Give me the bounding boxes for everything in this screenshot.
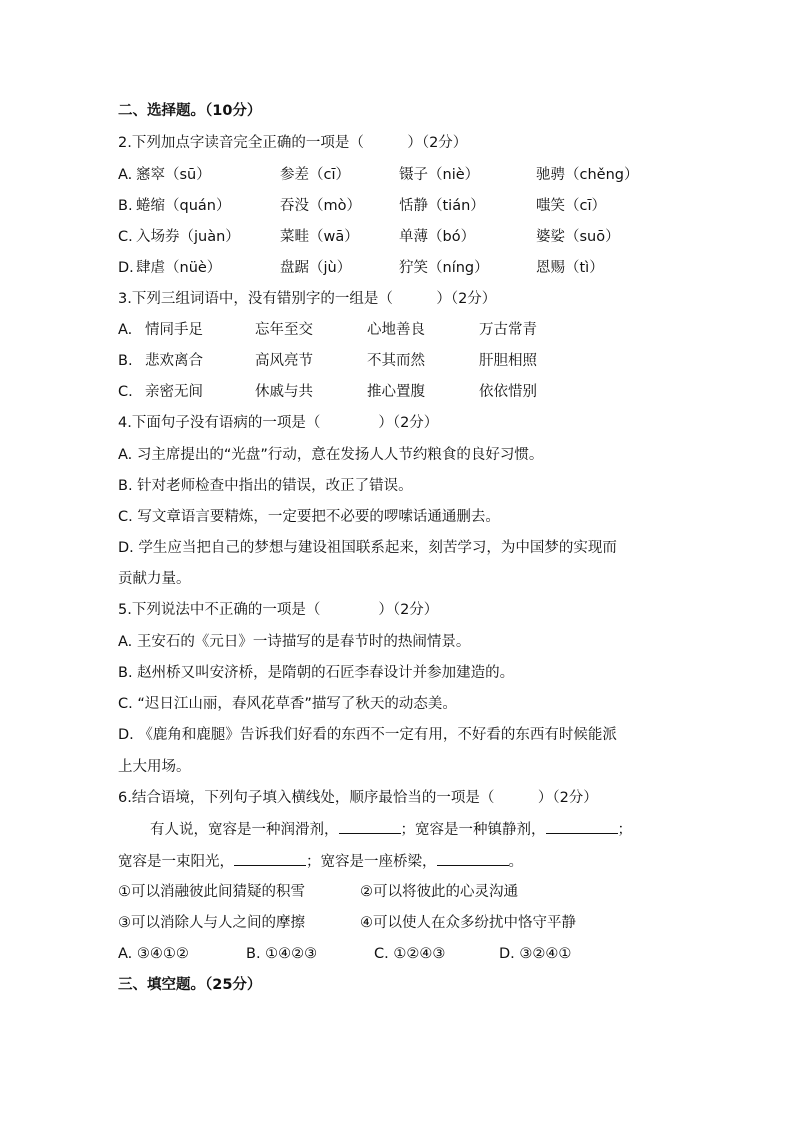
- q3-c-item-1: 亲密无间: [145, 384, 203, 400]
- q2-b-item-2: 吞没（mò）: [280, 198, 361, 214]
- question-2-stem: 2.下列加点字读音完全正确的一项是（ ）（2分）: [118, 135, 468, 151]
- q6-sentence-2: ②可以将彼此的心灵沟通: [360, 884, 518, 900]
- q6-blank-2[interactable]: [546, 819, 618, 834]
- q6-choice-a: A. ③④①②: [118, 946, 189, 962]
- q3-a-item-3: 心地善良: [367, 322, 425, 338]
- section-3-title: 三、填空题。（25分）: [118, 977, 262, 993]
- q2-row-b: [118, 196, 607, 216]
- q3-a-item-1: 情同手足: [145, 322, 203, 338]
- q3-c-label: C.: [118, 384, 133, 400]
- q6-p1-text-c: ；: [617, 822, 632, 838]
- q3-b-item-4: 肝胆相照: [479, 353, 537, 369]
- q6-blank-3[interactable]: [234, 851, 306, 866]
- q2-d-item-3: 狞笑（níng）: [399, 260, 489, 276]
- q3-c-item-3: 推心置腹: [367, 384, 425, 400]
- q4-option-c: C. 写文章语言要精炼，一定要把不必要的啰嗦话通通删去。: [118, 509, 500, 525]
- q2-a-item-4: 驰骋（chěng）: [536, 167, 639, 183]
- q2-d-label: D.: [118, 260, 134, 276]
- q5-option-b: B. 赵州桥又叫安济桥，是隋朝的石匠李春设计并参加建造的。: [118, 665, 515, 681]
- q3-b-item-2: 高风亮节: [255, 353, 313, 369]
- q6-blank-1[interactable]: [339, 819, 401, 834]
- q2-b-item-1: 蜷缩（quán）: [136, 198, 231, 214]
- q3-a-item-2: 忘年至交: [255, 322, 313, 338]
- q3-a-label: A.: [118, 322, 133, 338]
- q4-option-a: A. 习主席提出的“光盘”行动，意在发扬人人节约粮食的良好习惯。: [118, 447, 544, 463]
- question-5-stem: 5.下列说法中不正确的一项是（ ）（2分）: [118, 602, 439, 618]
- q3-row-b: [118, 351, 537, 371]
- q6-passage-line1: [150, 819, 632, 840]
- q4-option-b: B. 针对老师检查中指出的错误，改正了错误。: [118, 478, 413, 494]
- q3-a-item-4: 万古常青: [479, 322, 537, 338]
- q6-p1-text-a: 有人说，宽容是一种润滑剂，: [150, 822, 339, 838]
- q3-row-a: [118, 320, 537, 340]
- q2-b-label: B.: [118, 198, 133, 214]
- q6-p2-text-c: 。: [508, 854, 523, 870]
- q2-b-item-4: 嗤笑（cī）: [536, 198, 607, 214]
- q4-option-d-line2: 贡献力量。: [118, 571, 191, 587]
- q6-choice-d: D. ③②④①: [499, 946, 572, 962]
- q6-choice-b: B. ①④②③: [246, 946, 318, 962]
- q3-b-label: B.: [118, 353, 133, 369]
- q2-a-item-2: 参差（cī）: [280, 167, 351, 183]
- q2-d-item-1: 肆虐（nüè）: [136, 260, 222, 276]
- q5-option-d-line1: D. 《鹿角和鹿腿》告诉我们好看的东西不一定有用，不好看的东西有时候能派: [118, 727, 617, 743]
- q6-blank-4[interactable]: [437, 851, 509, 866]
- q2-a-label: A.: [118, 167, 133, 183]
- q3-c-item-2: 休戚与共: [255, 384, 313, 400]
- q2-a-item-3: 镊子（niè）: [399, 167, 480, 183]
- q5-option-c: C. “迟日江山丽，春风花草香”描写了秋天的动态美。: [118, 696, 457, 712]
- q6-p2-text-a: 宽容是一束阳光，: [118, 854, 234, 870]
- q4-option-d-line1: D. 学生应当把自己的梦想与建设祖国联系起来，刻苦学习，为中国梦的实现而: [118, 540, 617, 556]
- q5-option-d-line2: 上大用场。: [118, 759, 191, 775]
- question-6-stem: 6.结合语境，下列句子填入横线处，顺序最恰当的一项是（ ）（2分）: [118, 790, 598, 806]
- q2-d-item-4: 恩赐（tì）: [536, 260, 604, 276]
- question-3-stem: 3.下列三组词语中，没有错别字的一组是（ ）（2分）: [118, 291, 497, 307]
- q6-sentences-row2: [118, 913, 576, 933]
- q2-b-item-3: 恬静（tián）: [399, 198, 485, 214]
- q6-sentences-row1: [118, 882, 518, 902]
- q6-choice-c: C. ①②④③: [374, 946, 446, 962]
- q3-c-item-4: 依依惜别: [479, 384, 537, 400]
- q6-p2-text-b: ；宽容是一座桥梁，: [306, 854, 437, 870]
- q2-row-a: [118, 165, 639, 185]
- q2-row-d: [118, 258, 604, 278]
- q2-row-c: [118, 227, 620, 247]
- q6-sentence-1: ①可以消融彼此间猜疑的积雪: [118, 884, 305, 900]
- q2-c-label: C.: [118, 229, 133, 245]
- q6-passage-line2: [118, 851, 523, 872]
- q6-p1-text-b: ；宽容是一种镇静剂，: [400, 822, 546, 838]
- q6-sentence-3: ③可以消除人与人之间的摩擦: [118, 915, 305, 931]
- q2-d-item-2: 盘踞（jù）: [280, 260, 352, 276]
- q2-c-item-4: 婆娑（suō）: [536, 229, 620, 245]
- q6-choices-row: [118, 944, 572, 964]
- section-2-title: 二、选择题。（10分）: [118, 103, 262, 119]
- q2-a-item-1: 窸窣（sū）: [136, 167, 211, 183]
- q2-c-item-3: 单薄（bó）: [399, 229, 476, 245]
- q5-option-a: A. 王安石的《元日》一诗描写的是春节时的热闹情景。: [118, 634, 471, 650]
- q2-c-item-2: 菜畦（wā）: [280, 229, 359, 245]
- q3-b-item-1: 悲欢离合: [145, 353, 203, 369]
- q6-sentence-4: ④可以使人在众多纷扰中恪守平静: [360, 915, 576, 931]
- q2-c-item-1: 入场券（juàn）: [136, 229, 240, 245]
- q3-row-c: [118, 382, 537, 402]
- q3-b-item-3: 不其而然: [367, 353, 425, 369]
- question-4-stem: 4.下面句子没有语病的一项是（ ）（2分）: [118, 415, 439, 431]
